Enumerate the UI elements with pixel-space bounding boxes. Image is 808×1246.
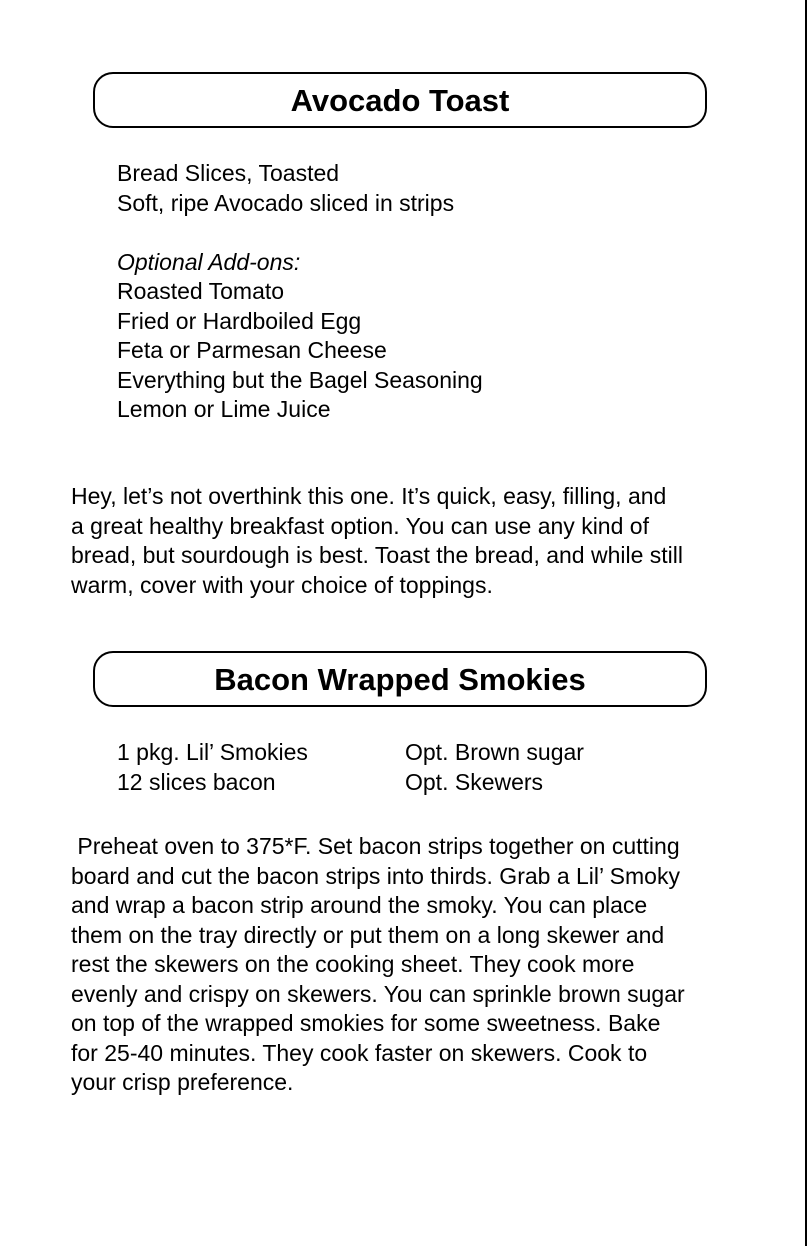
- smokies-ingredients-left: [117, 737, 308, 797]
- instruction-line: evenly and crispy on skewers. You can sprinkle brown sugar: [71, 980, 685, 1007]
- instruction-line: and wrap a bacon strip around the smoky. You can place: [71, 892, 648, 918]
- instruction-line: on top of the wrapped smokies for some sweetness. Bake: [71, 1010, 661, 1036]
- instruction-line: bread, but sourdough is best. Toast the bread, and while still: [71, 542, 684, 568]
- bacon-smokies-title-box: [93, 651, 707, 707]
- ingredient-item: Bread Slices, Toasted: [117, 160, 340, 186]
- recipe-title: Bacon Wrapped Smokies: [214, 661, 586, 697]
- avocado-instructions: [71, 482, 735, 600]
- ingredient-item: 1 pkg. Lil’ Smokies: [117, 739, 308, 765]
- smokies-instructions: [71, 832, 735, 1098]
- avocado-ingredients-list: [117, 159, 483, 425]
- recipe-title: Avocado Toast: [290, 82, 510, 118]
- optional-item: Everything but the Bagel Seasoning: [117, 366, 483, 393]
- instruction-line: for 25-40 minutes. They cook faster on skewers. Cook to: [71, 1039, 648, 1066]
- optional-item: Lemon or Lime Juice: [117, 396, 331, 422]
- optional-item: Feta or Parmesan Cheese: [117, 337, 387, 363]
- ingredient-item: Opt. Skewers: [405, 769, 544, 795]
- instruction-line: them on the tray directly or put them on a long skewer and: [71, 921, 665, 948]
- instruction-line: board and cut the bacon strips into thirds. Grab a Lil’ Smoky: [71, 862, 680, 889]
- instruction-line: rest the skewers on the cooking sheet. They cook more: [71, 951, 635, 977]
- instruction-line: your crisp preference.: [71, 1069, 294, 1095]
- ingredient-item: 12 slices bacon: [117, 769, 276, 795]
- avocado-toast-title-box: [93, 72, 707, 128]
- instruction-line: a great healthy breakfast option. You can use any kind of: [71, 512, 649, 539]
- ingredient-item: Opt. Brown sugar: [405, 739, 584, 765]
- optional-item: Roasted Tomato: [117, 278, 285, 304]
- optional-addons-heading: Optional Add-ons:: [117, 248, 301, 275]
- instruction-line: Hey, let’s not overthink this one. It’s quick, easy, filling, and: [71, 483, 667, 509]
- spacer: [117, 218, 483, 248]
- optional-item: Fried or Hardboiled Egg: [117, 307, 362, 334]
- page-edge-rule: [805, 0, 807, 1246]
- smokies-ingredients-right: [405, 737, 584, 797]
- ingredient-item: Soft, ripe Avocado sliced in strips: [117, 189, 455, 216]
- instruction-line: Preheat oven to 375*F. Set bacon strips together on cutting: [71, 833, 680, 859]
- instruction-line: warm, cover with your choice of toppings.: [71, 571, 493, 598]
